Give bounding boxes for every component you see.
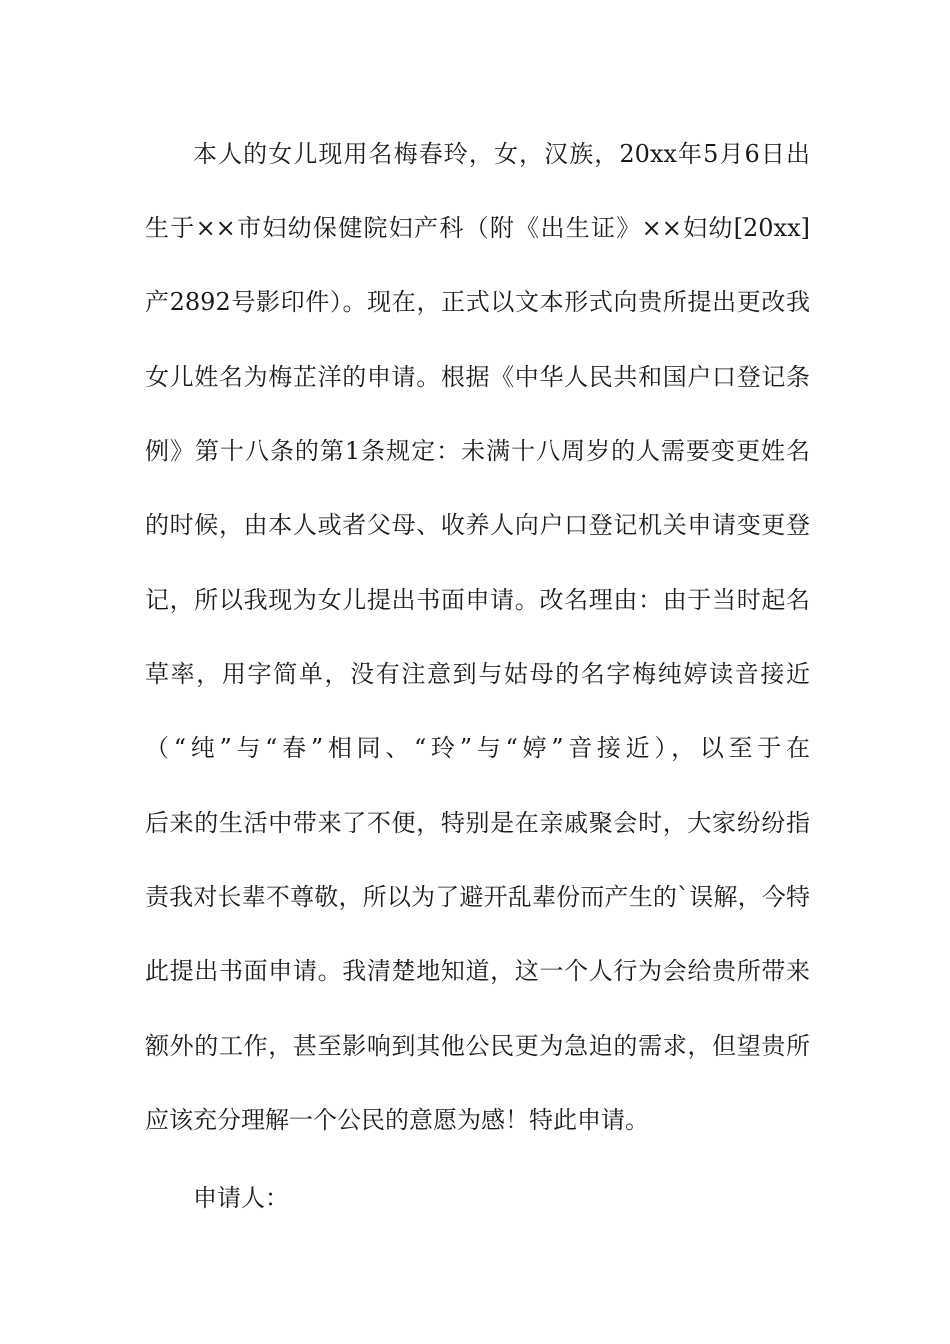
- paragraph-line-2: 生于××市妇幼保健院妇产科（附《出生证》××妇幼[20xx]: [145, 214, 810, 242]
- paragraph-line-5: 例》第十八条的第1条规定：未满十八周岁的人需要变更姓名: [145, 437, 810, 465]
- paragraph-line-10: 后来的生活中带来了不便，特别是在亲戚聚会时，大家纷纷指: [145, 809, 810, 837]
- signature-label: 申请人：: [193, 1184, 289, 1212]
- paragraph-line-7: 记，所以我现为女儿提出书面申请。改名理由：由于当时起名: [145, 586, 810, 614]
- paragraph-line-4: 女儿姓名为梅芷洋的申请。根据《中华人民共和国户口登记条: [145, 363, 810, 391]
- paragraph-line-14: 应该充分理解一个公民的意愿为感！特此申请。: [145, 1106, 649, 1134]
- paragraph-line-8: 草率，用字简单，没有注意到与姑母的名字梅纯婷读音接近: [145, 660, 810, 688]
- paragraph-line-9: （“纯”与“春”相同、“玲”与“婷”音接近），以至于在: [145, 734, 810, 762]
- paragraph-line-11: 责我对长辈不尊敬，所以为了避开乱辈份而产生的`误解，今特: [145, 883, 810, 911]
- paragraph-line-6: 的时候，由本人或者父母、收养人向户口登记机关申请变更登: [145, 511, 810, 539]
- paragraph-line-12: 此提出书面申请。我清楚地知道，这一个人行为会给贵所带来: [145, 957, 810, 985]
- paragraph-line-3: 产2892号影印件）。现在，正式以文本形式向贵所提出更改我: [145, 288, 810, 316]
- paragraph-line-13: 额外的工作，甚至影响到其他公民更为急迫的需求，但望贵所: [145, 1032, 810, 1060]
- paragraph-line-1: 本人的女儿现用名梅春玲，女，汉族，20xx年5月6日出: [193, 140, 810, 168]
